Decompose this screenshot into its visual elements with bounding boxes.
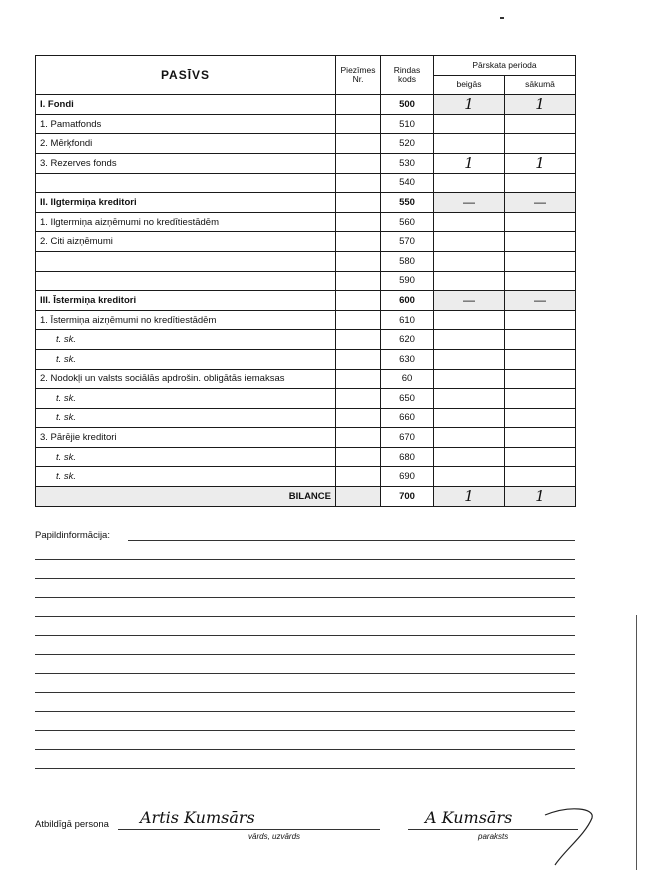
row-value-start	[505, 349, 576, 369]
row-notes	[336, 487, 381, 507]
period-start-header: sākumā	[505, 75, 576, 95]
table-row	[36, 467, 576, 487]
row-notes	[336, 408, 381, 428]
table-row	[36, 349, 576, 369]
row-notes	[336, 271, 381, 291]
row-value-start	[505, 212, 576, 232]
row-label: II. Ilgtermiņa kreditori	[36, 193, 336, 213]
row-value-end	[434, 232, 505, 252]
row-code: 570	[381, 232, 434, 252]
table-row	[36, 369, 576, 389]
row-value-start	[505, 330, 576, 350]
row-notes	[336, 310, 381, 330]
additional-info-line	[35, 673, 575, 674]
row-code: 560	[381, 212, 434, 232]
row-value-start	[505, 467, 576, 487]
row-value-end	[434, 447, 505, 467]
passive-balance-table	[35, 55, 576, 507]
table-row	[36, 408, 576, 428]
row-code: 540	[381, 173, 434, 193]
row-code: 690	[381, 467, 434, 487]
signature-flourish	[540, 800, 600, 870]
additional-info-line	[35, 692, 575, 693]
table-row	[36, 114, 576, 134]
table-row	[36, 173, 576, 193]
row-notes	[336, 447, 381, 467]
table-row	[36, 447, 576, 467]
row-notes	[336, 173, 381, 193]
row-notes	[336, 389, 381, 409]
row-notes	[336, 330, 381, 350]
row-code: 580	[381, 251, 434, 271]
row-code: 650	[381, 389, 434, 409]
additional-info-line	[128, 540, 575, 541]
table-row	[36, 310, 576, 330]
row-value-start	[505, 447, 576, 467]
row-value-end	[434, 251, 505, 271]
row-label: t. sk.	[36, 349, 336, 369]
handwritten-signature: A Kumsārs	[425, 808, 513, 827]
row-value-start: —	[505, 291, 576, 311]
period-end-header: beigās	[434, 75, 505, 95]
row-value-start	[505, 232, 576, 252]
table-row	[36, 134, 576, 154]
row-value-start: —	[505, 193, 576, 213]
table-row	[36, 389, 576, 409]
row-value-end	[434, 173, 505, 193]
row-label: 1. Ilgtermiņa aizņēmumi no kredītiestādēm	[36, 212, 336, 232]
table-row	[36, 330, 576, 350]
additional-info-line	[35, 749, 575, 750]
period-header: Pārskata perioda	[434, 56, 576, 76]
table-row	[36, 291, 576, 311]
code-header: Rindas kods	[381, 56, 434, 95]
row-value-start	[505, 134, 576, 154]
row-notes	[336, 251, 381, 271]
row-label: III. Īstermiņa kreditori	[36, 291, 336, 311]
row-label: 3. Pārējie kreditori	[36, 428, 336, 448]
row-value-end	[434, 310, 505, 330]
row-value-end	[434, 389, 505, 409]
row-code: 700	[381, 487, 434, 507]
row-value-start	[505, 389, 576, 409]
row-code: 520	[381, 134, 434, 154]
row-value-start	[505, 408, 576, 428]
handwritten-name: Artis Kumsārs	[140, 808, 255, 827]
additional-info-line	[35, 768, 575, 769]
row-label	[36, 173, 336, 193]
row-value-start	[505, 251, 576, 271]
row-label	[36, 251, 336, 271]
table-title: PASĪVS	[36, 56, 336, 95]
table-row	[36, 153, 576, 173]
table-row	[36, 232, 576, 252]
row-value-start	[505, 271, 576, 291]
row-label: t. sk.	[36, 447, 336, 467]
row-label: 2. Mērķfondi	[36, 134, 336, 154]
row-value-end	[434, 349, 505, 369]
row-code: 590	[381, 271, 434, 291]
row-value-end: —	[434, 291, 505, 311]
row-value-end: 1	[434, 487, 505, 507]
table-row	[36, 212, 576, 232]
row-value-end: —	[434, 193, 505, 213]
row-value-start: 1	[505, 153, 576, 173]
additional-info-line	[35, 711, 575, 712]
additional-info-line	[35, 559, 575, 560]
responsible-person-label: Atbildīgā persona	[35, 819, 109, 830]
row-value-end	[434, 114, 505, 134]
row-value-start	[505, 173, 576, 193]
table-row	[36, 271, 576, 291]
row-notes	[336, 95, 381, 115]
row-notes	[336, 212, 381, 232]
row-code: 680	[381, 447, 434, 467]
table-row	[36, 251, 576, 271]
row-code: 600	[381, 291, 434, 311]
row-label: I. Fondi	[36, 95, 336, 115]
row-code: 550	[381, 193, 434, 213]
table-row	[36, 193, 576, 213]
row-code: 500	[381, 95, 434, 115]
row-label: t. sk.	[36, 330, 336, 350]
row-code: 60	[381, 369, 434, 389]
row-value-end: 1	[434, 95, 505, 115]
scan-speck	[500, 17, 504, 19]
row-label: 2. Nodokļi un valsts sociālās apdrošin. obligātās iemaksas	[36, 369, 336, 389]
row-notes	[336, 134, 381, 154]
signature-caption: paraksts	[478, 832, 509, 841]
additional-info-line	[35, 654, 575, 655]
row-label: t. sk.	[36, 389, 336, 409]
row-code: 510	[381, 114, 434, 134]
row-notes	[336, 114, 381, 134]
additional-info-line	[35, 730, 575, 731]
row-value-end	[434, 271, 505, 291]
row-label: t. sk.	[36, 467, 336, 487]
row-value-end	[434, 467, 505, 487]
row-code: 670	[381, 428, 434, 448]
additional-info-label: Papildinformācija:	[35, 530, 110, 541]
name-caption: vārds, uzvārds	[248, 832, 301, 841]
row-code: 610	[381, 310, 434, 330]
row-value-start	[505, 428, 576, 448]
row-notes	[336, 467, 381, 487]
row-label: 1. Īstermiņa aizņēmumi no kredītiestādēm	[36, 310, 336, 330]
row-value-start: 1	[505, 95, 576, 115]
row-notes	[336, 193, 381, 213]
scan-edge-line	[636, 615, 637, 870]
row-value-end	[434, 330, 505, 350]
row-code: 620	[381, 330, 434, 350]
additional-info-line	[35, 597, 575, 598]
row-code: 630	[381, 349, 434, 369]
row-label: BILANCE	[36, 487, 336, 507]
row-value-end	[434, 212, 505, 232]
row-label	[36, 271, 336, 291]
row-value-end	[434, 428, 505, 448]
row-value-end	[434, 408, 505, 428]
row-notes	[336, 369, 381, 389]
row-value-start	[505, 369, 576, 389]
row-code: 530	[381, 153, 434, 173]
row-label: 2. Citi aizņēmumi	[36, 232, 336, 252]
row-label: 1. Pamatfonds	[36, 114, 336, 134]
row-value-end	[434, 134, 505, 154]
row-value-end: 1	[434, 153, 505, 173]
row-notes	[336, 153, 381, 173]
additional-info-line	[35, 578, 575, 579]
row-value-start	[505, 114, 576, 134]
row-label: 3. Rezerves fonds	[36, 153, 336, 173]
table-row	[36, 487, 576, 507]
notes-header: Piezīmes Nr.	[336, 56, 381, 95]
row-notes	[336, 428, 381, 448]
row-notes	[336, 291, 381, 311]
row-value-start: 1	[505, 487, 576, 507]
name-line	[118, 829, 380, 830]
table-row	[36, 95, 576, 115]
row-value-start	[505, 310, 576, 330]
additional-info-line	[35, 635, 575, 636]
row-label: t. sk.	[36, 408, 336, 428]
additional-info-line	[35, 616, 575, 617]
row-notes	[336, 349, 381, 369]
row-value-end	[434, 369, 505, 389]
table-row	[36, 428, 576, 448]
row-code: 660	[381, 408, 434, 428]
row-notes	[336, 232, 381, 252]
